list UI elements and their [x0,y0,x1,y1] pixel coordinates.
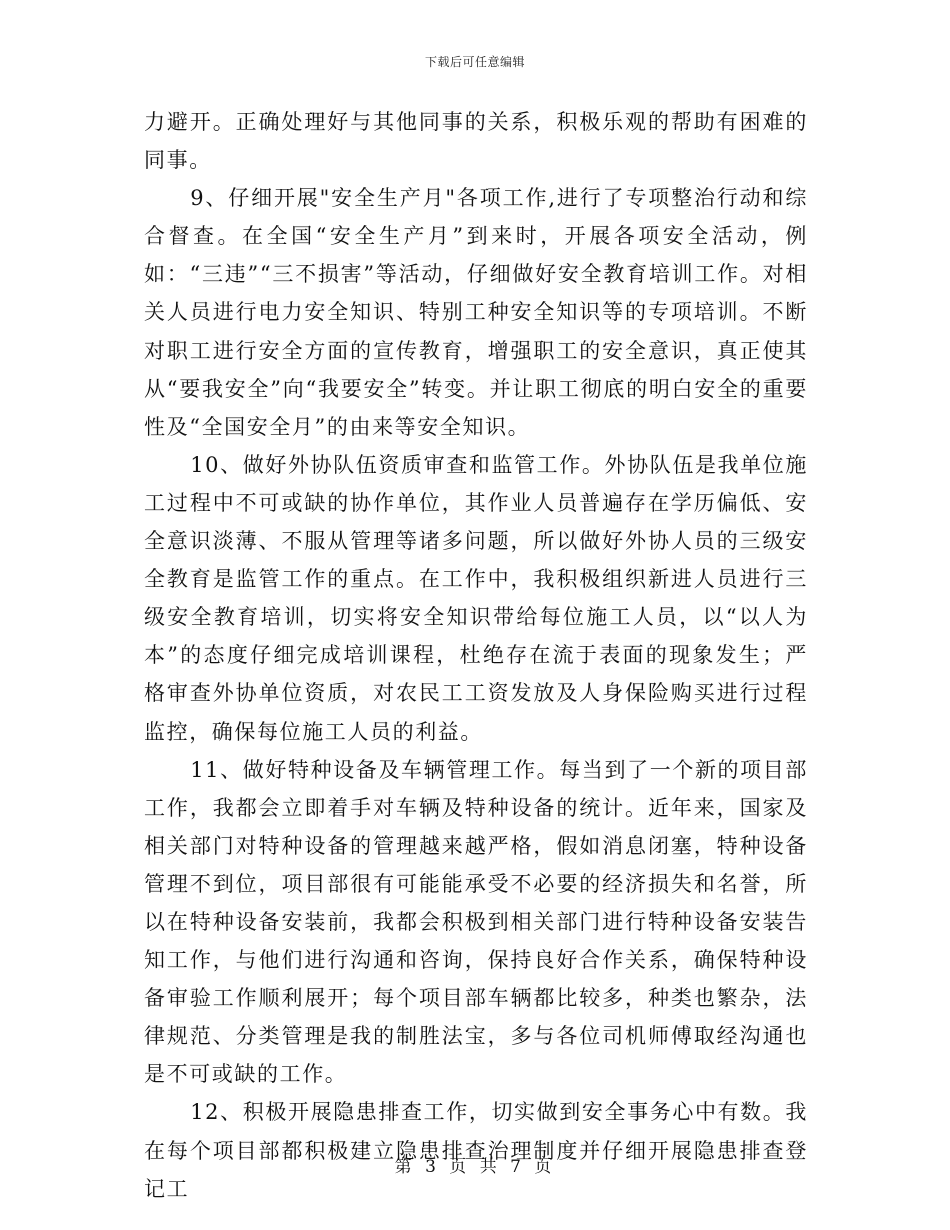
paragraph-item-10: 10、做好外协队伍资质审查和监管工作。外协队伍是我单位施工过程中不可或缺的协作单位，其作业人员普遍存在学历偏低、安全意识淡薄、不服从管理等诸多问题，所以做好外协人员的三级安全教育是监管工作的重点。在工作中，我积极组织新进人员进行三级安全教育培训，切实将安全知识带给每位施工人员，以“以人为本”的态度仔细完成培训课程，杜绝存在流于表面的现象发生；严格审查外协单位资质，对农民工工资发放及人身保险购买进行过程监控，确保每位施工人员的利益。 [144,452,808,744]
page-header: 下载后可任意编辑 [424,55,525,69]
page-number-footer: 第 3 页 共 7 页 [394,1157,556,1177]
paragraph-item-12: 12、积极开展隐患排查工作，切实做到安全事务心中有数。我在每个项目部都积极建立隐患排查治理制度并仔细开展隐患排查登记工 [144,1100,808,1201]
document-body [144,103,808,1208]
paragraph-continuation: 力避开。正确处理好与其他同事的关系，积极乐观的帮助有困难的同事。 [144,110,808,173]
paragraph-item-11: 11、做好特种设备及车辆管理工作。每当到了一个新的项目部工作，我都会立即着手对车辆及特种设备的统计。近年来，国家及相关部门对特种设备的管理越来越严格，假如消息闭塞，特种设备管理不到位，项目部很有可能能承受不必要的经济损失和名誉，所以在特种设备安装前，我都会积极到相关部门进行特种设备安装告知工作，与他们进行沟通和咨询，保持良好合作关系，确保特种设备审验工作顺利展开；每个项目部车辆都比较多，种类也繁杂，法律规范、分类管理是我的制胜法宝，多与各位司机师傅取经沟通也是不可或缺的工作。 [144,757,808,1087]
paragraph-item-9: 9、仔细开展"安全生产月"各项工作,进行了专项整治行动和综合督查。在全国“安全生产月”到来时，开展各项安全活动，例如：“三违”“三不损害”等活动，仔细做好安全教育培训工作。对相关人员进行电力安全知识、特别工种安全知识等的专项培训。不断对职工进行安全方面的宣传教育，增强职工的安全意识，真正使其从“要我安全”向“我要安全”转变。并让职工彻底的明白安全的重要性及“全国安全月”的由来等安全知识。 [144,186,808,439]
